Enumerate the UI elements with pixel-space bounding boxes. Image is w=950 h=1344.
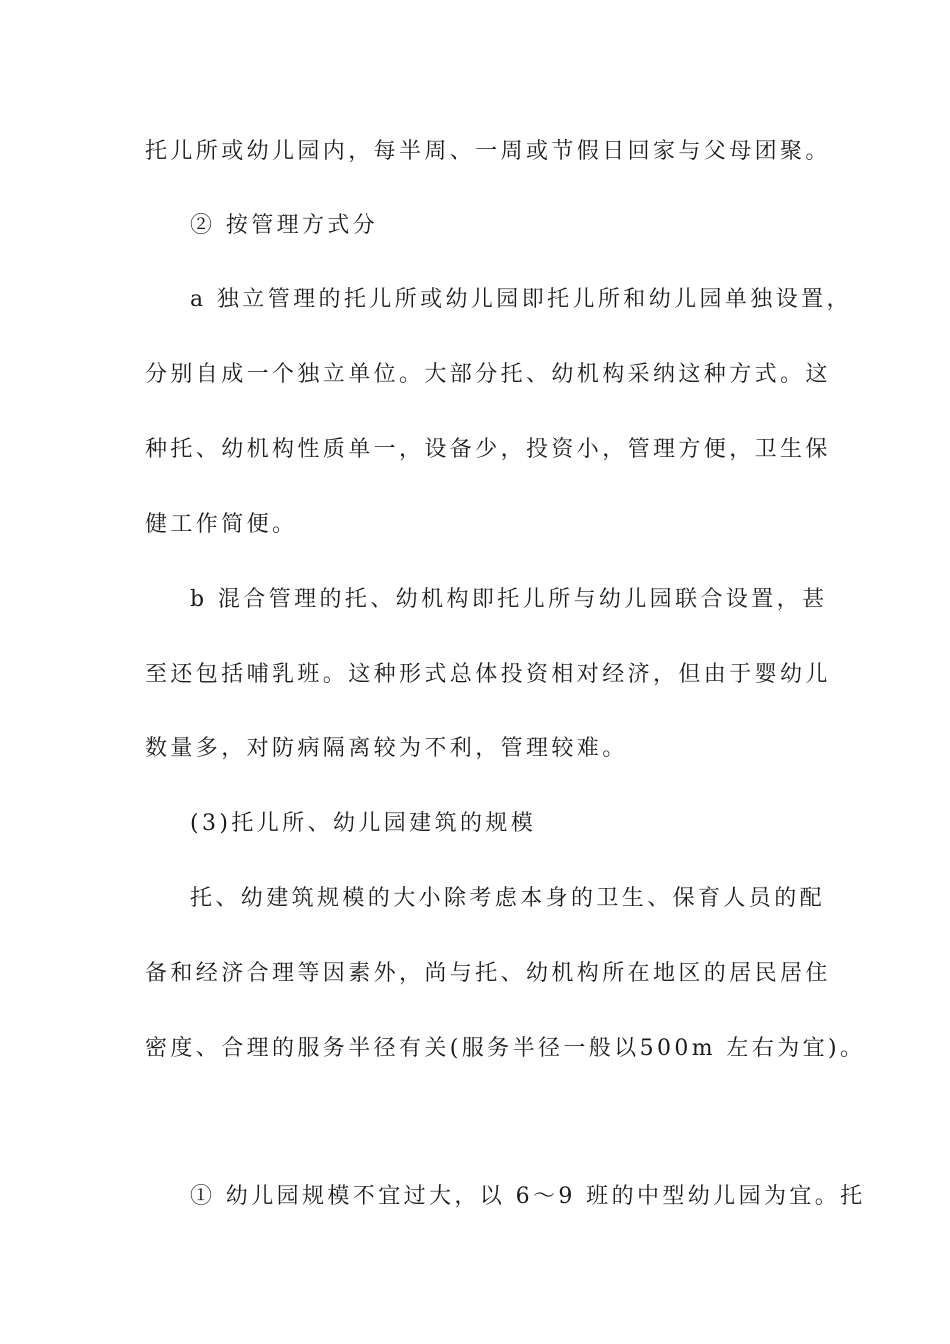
paragraph-line-14: ① 幼儿园规模不宜过大，以 6～9 班的中型幼儿园为宜。托 <box>190 1184 866 1209</box>
paragraph-line-13: 密度、合理的服务半径有关(服务半径一般以500m 左右为宜)。 <box>145 1036 866 1061</box>
paragraph-line-6: 健工作简便。 <box>145 512 298 537</box>
paragraph-line-4: 分别自成一个独立单位。大部分托、幼机构采纳这种方式。这 <box>145 362 831 387</box>
paragraph-line-9: 数量多，对防病隔离较为不利，管理较难。 <box>145 736 628 761</box>
paragraph-line-11: 托、幼建筑规模的大小除考虑本身的卫生、保育人员的配 <box>190 886 826 911</box>
paragraph-line-8: 至还包括哺乳班。这种形式总体投资相对经济，但由于婴幼儿 <box>145 662 831 687</box>
paragraph-line-12: 备和经济合理等因素外，尚与托、幼机构所在地区的居民居住 <box>145 961 831 986</box>
section-heading-scale: (3)托儿所、幼儿园建筑的规模 <box>190 811 537 836</box>
paragraph-line-5: 种托、幼机构性质单一，设备少，投资小，管理方便，卫生保 <box>145 437 831 462</box>
paragraph-line-1: 托儿所或幼儿园内，每半周、一周或节假日回家与父母团聚。 <box>145 139 831 164</box>
paragraph-line-3: a 独立管理的托儿所或幼儿园即托儿所和幼儿园单独设置， <box>190 287 852 312</box>
section-heading-management: ② 按管理方式分 <box>190 213 379 238</box>
paragraph-line-7: b 混合管理的托、幼机构即托儿所与幼儿园联合设置，甚 <box>190 587 828 612</box>
